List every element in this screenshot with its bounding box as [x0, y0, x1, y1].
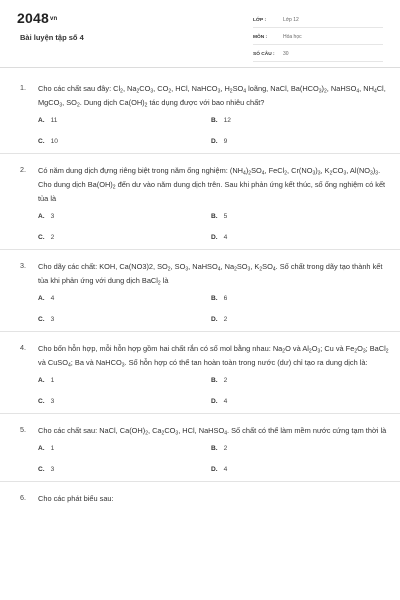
test-meta [253, 13, 383, 64]
option-letter: D. [211, 234, 218, 241]
question-text: Cho dãy các chất: KOH, Ca(NO3)2, $SO_2$, $SO_3$, NaHSO$_4$, $Na_2SO_3$, $K_2SO_4$. Số chất trong dãy tạo thành kết tủa khi phản ứng với dung dịch BaCl$_2$ là [38, 262, 383, 287]
option-letter: A. [38, 377, 45, 384]
option-text: 2 [50, 234, 55, 241]
answer-option-c[interactable] [38, 316, 54, 323]
option-letter: C. [38, 138, 45, 145]
option-letter: B. [211, 445, 218, 452]
question-item [20, 68, 386, 153]
option-text: 11 [50, 117, 58, 124]
page-header [0, 0, 400, 68]
option-text: 2 [223, 316, 228, 323]
question-number: 6. [20, 493, 26, 502]
option-letter: B. [211, 295, 218, 302]
option-letter: C. [38, 234, 45, 241]
option-text: 3 [50, 316, 55, 323]
option-text: 4 [50, 295, 55, 302]
answer-option-c[interactable] [38, 466, 54, 473]
option-letter: D. [211, 138, 218, 145]
question-list [0, 68, 400, 506]
question-text: Cho bốn hỗn hợp, mỗi hỗn hợp gồm hai chất rắn có số mol bằng nhau: $Na_2O$ và $Al_2O_3$; Cu và $Fe_2O_3$; BaCl$_2$ và CuSO$_4$; Ba và NaHCO$_3$. Số hỗn hợp có thể tan hoàn toàn trong nước (dư) chỉ tạo ra dung dịch là: [38, 344, 389, 369]
question-item [20, 250, 386, 331]
logo-text: 2048 [17, 10, 49, 26]
option-letter: A. [38, 213, 45, 220]
option-letter: A. [38, 445, 45, 452]
option-letter: B. [211, 117, 218, 124]
answer-option-c[interactable] [38, 234, 54, 241]
question-number: 5. [20, 425, 26, 434]
meta-label: MÔN : [253, 34, 268, 40]
option-letter: C. [38, 466, 45, 473]
answer-option-c[interactable] [38, 398, 54, 405]
answer-options [38, 370, 386, 413]
answer-option-b[interactable] [211, 213, 227, 220]
meta-row-subject [253, 30, 383, 45]
option-text: 9 [223, 138, 228, 145]
answer-options [38, 288, 386, 331]
meta-label: LỚP : [253, 17, 267, 23]
answer-option-a[interactable] [38, 117, 57, 124]
option-text: 3 [50, 466, 55, 473]
answer-option-a[interactable] [38, 213, 54, 220]
question-text: Cho các phát biểu sau: [38, 494, 114, 503]
answer-options [38, 206, 386, 249]
answer-options [38, 438, 386, 481]
question-number: 1. [20, 83, 26, 92]
question-text: Cho các chất sau: NaCl, $Ca(OH)_2$, $Ca_2CO_3$, HCl, NaHSO$_4$. Số chất có thể làm mềm nước cứng tạm thời là [38, 426, 387, 437]
question-item [20, 482, 386, 506]
test-title: Bài luyện tập số 4 [20, 33, 84, 42]
option-text: 2 [223, 377, 228, 384]
answer-options [38, 110, 386, 153]
option-text: 5 [223, 213, 228, 220]
answer-option-a[interactable] [38, 295, 54, 302]
option-text: 6 [223, 295, 228, 302]
question-text: Có năm dung dịch đựng riêng biệt trong năm ống nghiệm: $(NH_4)_2SO_4$, FeCl$_2$, $Cr(NO_3)_3$, $K_2CO_3$, $Al(NO_3)_3$. Cho dung dịch $Ba(OH)_2$ đến dư vào năm dung dịch trên. Sau khi phản ứng kết thúc, số ống nghiệm có kết tủa là [38, 166, 386, 203]
question-item [20, 332, 389, 413]
option-text: 3 [50, 213, 55, 220]
option-text: 4 [223, 398, 228, 405]
meta-row-count [253, 47, 383, 62]
option-text: 2 [223, 445, 228, 452]
meta-row-class [253, 13, 383, 28]
meta-value: 30 [283, 51, 289, 57]
option-text: 4 [223, 466, 228, 473]
option-text: 10 [50, 138, 58, 145]
answer-option-d[interactable] [211, 234, 227, 241]
option-letter: D. [211, 466, 218, 473]
answer-option-b[interactable] [211, 445, 227, 452]
option-text: 3 [50, 398, 55, 405]
answer-option-d[interactable] [211, 466, 227, 473]
option-letter: D. [211, 398, 218, 405]
logo-suffix: vn [49, 16, 58, 22]
answer-option-b[interactable] [211, 377, 227, 384]
answer-option-c[interactable] [38, 138, 58, 145]
option-letter: B. [211, 377, 218, 384]
option-letter: B. [211, 213, 218, 220]
meta-value: Hóa học [283, 34, 302, 40]
answer-option-a[interactable] [38, 445, 54, 452]
option-letter: A. [38, 295, 45, 302]
answer-option-a[interactable] [38, 377, 54, 384]
option-letter: C. [38, 316, 45, 323]
option-text: 4 [223, 234, 228, 241]
option-text: 1 [50, 377, 55, 384]
answer-option-d[interactable] [211, 316, 227, 323]
answer-option-b[interactable] [211, 295, 227, 302]
option-letter: C. [38, 398, 45, 405]
question-text: Cho các chất sau đây: $Cl_2$, $Na_2CO_3$, $CO_2$, HCl, NaHCO$_3$, $H_2SO_4$ loãng, NaCl, $Ba(HCO_3)_2$, NaHSO$_4$, $NH_4Cl$, MgCO$_3$, $SO_2$. Dung dịch $Ca(OH)_2$ tác dụng được với bao nhiêu chất? [38, 84, 386, 109]
meta-label: SỐ CÂU : [253, 51, 275, 57]
option-letter: D. [211, 316, 218, 323]
meta-value: Lớp 12 [283, 17, 299, 23]
site-logo[interactable] [17, 10, 57, 26]
option-text: 12 [223, 117, 231, 124]
question-number: 3. [20, 261, 26, 270]
answer-option-b[interactable] [211, 117, 231, 124]
answer-option-d[interactable] [211, 398, 227, 405]
option-text: 1 [50, 445, 55, 452]
question-number: 4. [20, 343, 26, 352]
question-item [20, 154, 386, 249]
question-item [20, 414, 386, 481]
option-letter: A. [38, 117, 45, 124]
question-number: 2. [20, 165, 26, 174]
answer-option-d[interactable] [211, 138, 227, 145]
